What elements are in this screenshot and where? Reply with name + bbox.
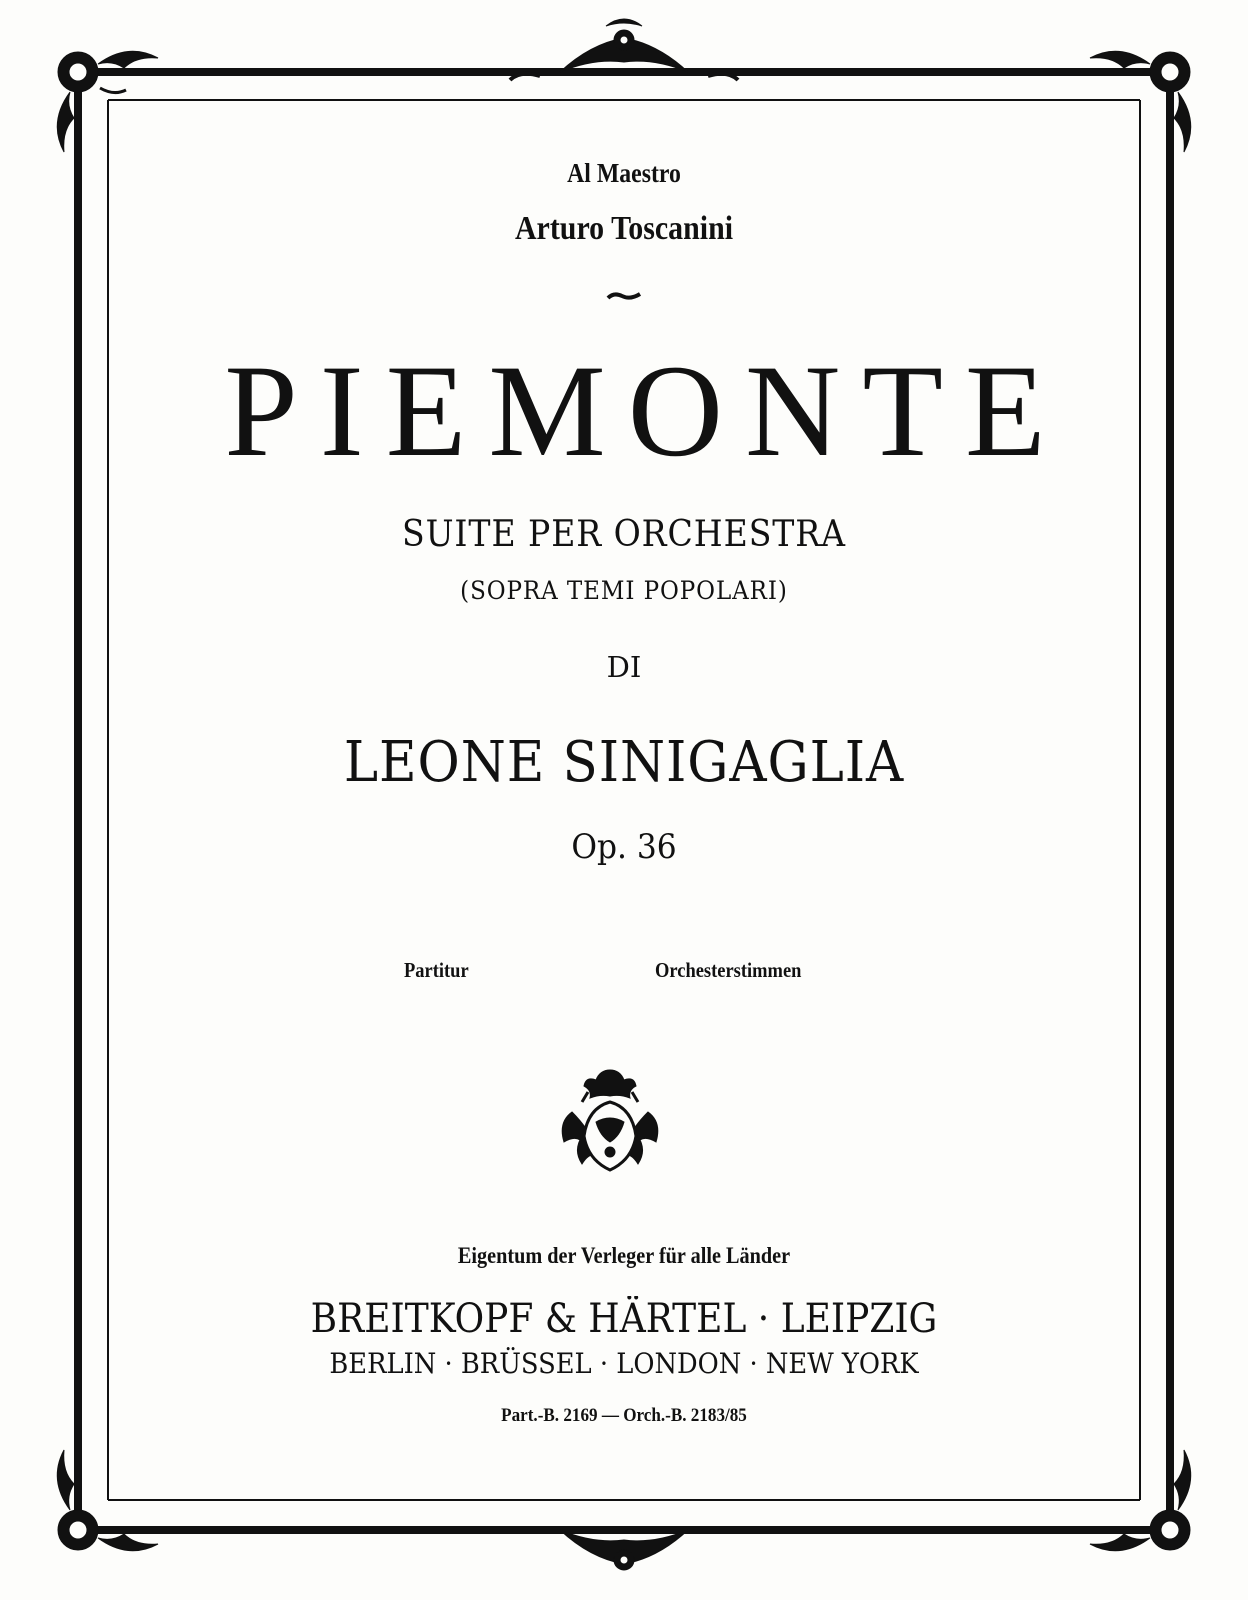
work-title: PIEMONTE: [224, 337, 1068, 484]
by-label: DI: [606, 650, 642, 684]
subtitle-line-1: SUITE PER ORCHESTRA: [401, 514, 847, 555]
publisher-cities: BERLIN · BRÜSSEL · LONDON · NEW YORK: [329, 1347, 919, 1380]
swash-divider-icon: [606, 290, 642, 304]
composer-name: LEONE SINIGAGLIA: [343, 730, 905, 795]
plate-numbers: Part.-B. 2169 — Orch.-B. 2183/85: [501, 1405, 747, 1426]
publisher-emblem-icon: [552, 1062, 668, 1176]
publisher-name: BREITKOPF & HÄRTEL · LEIPZIG: [310, 1296, 938, 1342]
bottom-center-ornament-icon: [560, 1530, 688, 1570]
opus-number: Op. 36: [571, 827, 677, 867]
dedication-line-1: Al Maestro: [567, 158, 681, 188]
property-notice: Eigentum der Verleger für alle Länder: [457, 1243, 791, 1268]
subtitle-line-2: (SOPRA TEMI POPOLARI): [460, 576, 788, 605]
edition-score-label: Partitur: [404, 958, 469, 982]
dedication-line-2: Arturo Toscanini: [514, 210, 734, 247]
edition-parts-label: Orchesterstimmen: [655, 958, 802, 982]
